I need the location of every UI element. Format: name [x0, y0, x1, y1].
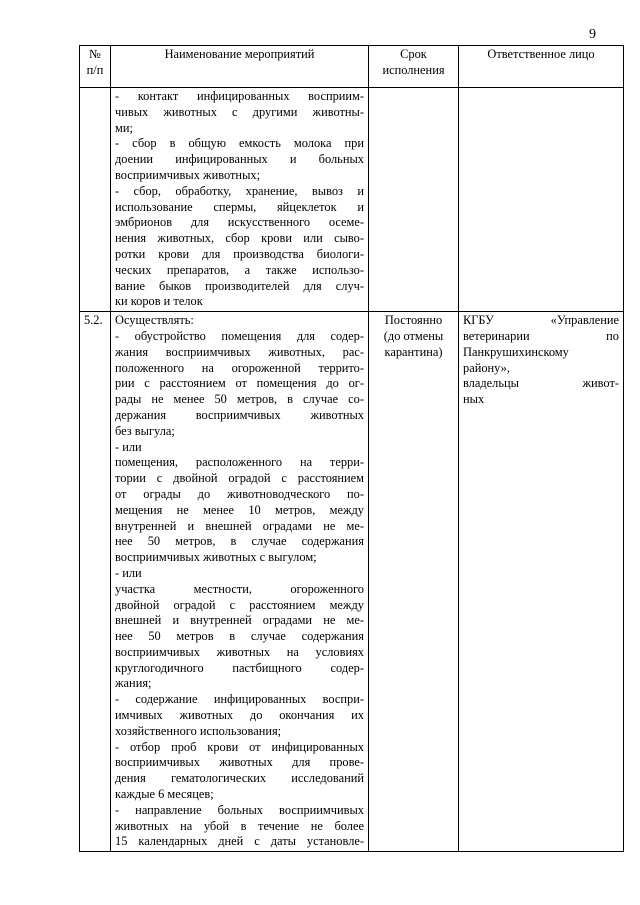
- text-line: ветеринарии по: [463, 328, 619, 343]
- text-line: восприимчивых животных для прове-: [115, 755, 364, 770]
- text-line: нения животных, сбор крови или сыво-: [115, 231, 364, 246]
- text-line: - содержание инфицированных воспри-: [115, 692, 364, 707]
- text-line: жания;: [115, 676, 152, 691]
- header-responsible: Ответственное лицо: [459, 46, 624, 88]
- text-line: нее 50 метров в случае содержания: [115, 629, 364, 644]
- text-line: хозяйственного использования;: [115, 723, 282, 738]
- cell-name: [111, 312, 369, 852]
- text-line: каждые 6 месяцев;: [115, 787, 214, 802]
- header-term: Срок исполнения: [369, 46, 459, 88]
- text-line: положенного на огороженной террито-: [115, 360, 364, 375]
- text-line: внутренней и внешней оградами не ме-: [115, 518, 364, 533]
- text-line: - или: [115, 565, 142, 580]
- text-line: участка местности, огороженного: [115, 581, 364, 596]
- table-header-row: [80, 46, 624, 88]
- text-line: району»,: [463, 360, 510, 375]
- cell-name: [111, 88, 369, 312]
- text-line: рады не менее 50 метров, в случае со-: [115, 392, 364, 407]
- text-line: - направление больных восприимчивых: [115, 802, 364, 817]
- text-line: восприимчивых животных на условиях: [115, 644, 364, 659]
- text-line: круглогодичного пастбищного содер-: [115, 660, 364, 675]
- text-line: - обустройство помещения для содер-: [115, 328, 364, 343]
- text-line: рии с расстоянием от помещения до ог-: [115, 376, 364, 391]
- cell-num: [80, 88, 111, 312]
- text-line: без выгула;: [115, 423, 175, 438]
- text-line: - отбор проб крови от инфицированных: [115, 739, 364, 754]
- text-line: вание быков производителей для случ-: [115, 278, 364, 293]
- text-line: КГБУ «Управление: [463, 313, 619, 328]
- header-num: № п/п: [80, 46, 111, 88]
- text-line: 15 календарных дней с даты установле-: [115, 834, 364, 849]
- text-line: тории с двойной оградой с расстоянием: [115, 471, 364, 486]
- text-line: нее 50 метров, в случае содержания: [115, 534, 364, 549]
- text-line: дения гематологических исследований: [115, 771, 364, 786]
- text-line: - сбор в общую емкость молока при: [115, 136, 364, 151]
- text-line: жания восприимчивых животных, рас-: [115, 344, 364, 359]
- text-line: доении инфицированных и больных: [115, 152, 364, 167]
- text-line: ческих препаратов, а также использо-: [115, 262, 364, 277]
- table-row-5-2: [80, 312, 624, 852]
- text-line: - или: [115, 439, 142, 454]
- cell-responsible: [459, 312, 624, 852]
- text-line: чивых животных с другими животны-: [115, 104, 364, 119]
- text-line: держания восприимчивых животных: [115, 407, 364, 422]
- text-line: мещения не менее 10 метров, между: [115, 502, 364, 517]
- text-line: ки коров и телок: [115, 294, 203, 309]
- text-line: Осуществлять:: [115, 313, 194, 328]
- text-line: Панкрушихинскому: [463, 344, 569, 359]
- text-line: ми;: [115, 120, 133, 135]
- text-line: помещения, расположенного на терри-: [115, 455, 364, 470]
- text-line: использование спермы, яйцеклеток и: [115, 199, 364, 214]
- text-line: ных: [463, 392, 485, 407]
- cell-term: [369, 88, 459, 312]
- text-line: двойной оградой с расстоянием между: [115, 597, 364, 612]
- cell-responsible: [459, 88, 624, 312]
- measures-table: [79, 45, 624, 852]
- text-line: Постоянно: [384, 313, 443, 328]
- text-line: владельцы живот-: [463, 376, 619, 391]
- text-line: эмбрионов для искусственного осеме-: [115, 215, 364, 230]
- page-number: 9: [589, 27, 596, 42]
- text-line: внешней и внутренней оградами не ме-: [115, 613, 364, 628]
- text-line: восприимчивых животных с выгулом;: [115, 550, 317, 565]
- text-line: (до отмены: [383, 328, 444, 343]
- text-line: восприимчивых животных;: [115, 167, 261, 182]
- text-line: карантина): [384, 344, 443, 359]
- table-row-continuation: [80, 88, 624, 312]
- text-line: животных на убой в течение не более: [115, 818, 364, 833]
- text-line: - сбор, обработку, хранение, вывоз и: [115, 183, 364, 198]
- text-line: от ограды до животноводческого по-: [115, 486, 364, 501]
- text-line: ротки крови для производства биологи-: [115, 246, 364, 261]
- header-name: Наименование мероприятий: [111, 46, 369, 88]
- cell-num: 5.2.: [80, 312, 111, 852]
- cell-term: [369, 312, 459, 852]
- text-line: - контакт инфицированных восприим-: [115, 89, 364, 103]
- text-line: имчивых животных до окончания их: [115, 708, 364, 723]
